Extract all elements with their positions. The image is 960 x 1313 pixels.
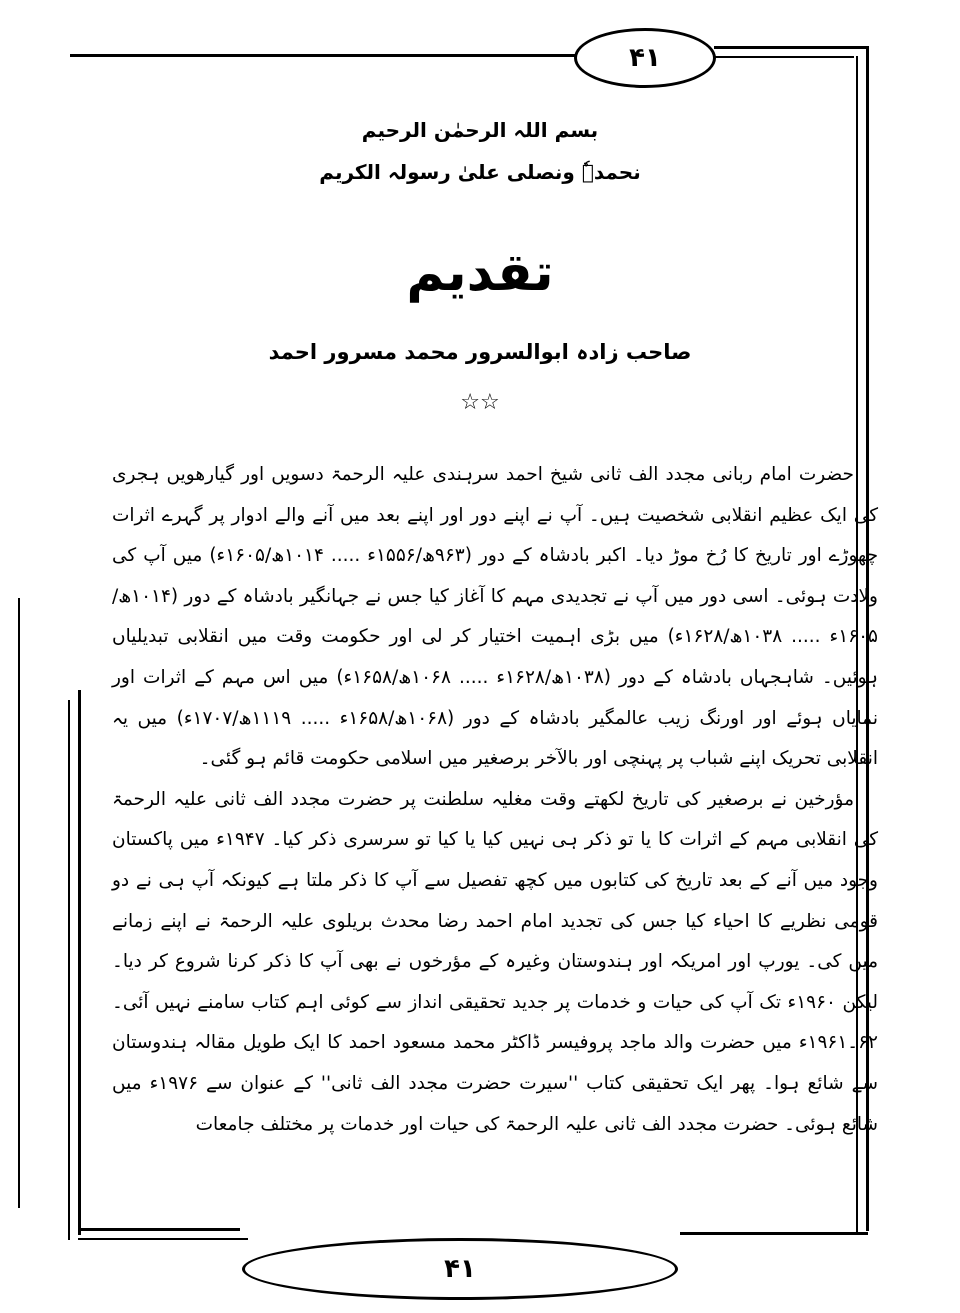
page-number-bottom — [242, 1238, 678, 1300]
page-number-top — [574, 28, 716, 88]
page-number-bottom-text: ۴۱ — [444, 1254, 476, 1284]
frame-top-right-line — [714, 46, 868, 49]
frame-left-outer-line — [68, 700, 70, 1240]
paragraph-1: حضرت امام ربانی مجدد الف ثانی شیخ احمد سرہندی علیہ الرحمۃ دسویں اور گیارھویں ہجری کی ایک عظیم انقلابی شخصیت ہیں۔ آپ نے اپنے دور اور اپنے بعد میں آنے والے ادوار پر گہرے اثرات چھوڑے اور تاریخ کا رُخ موڑ دیا۔ اکبر بادشاہ کے دور (۹۶۳ھ/۱۵۵۶ء ..... ۱۰۱۴ھ/۱۶۰۵ء) میں آپ کی ولادت ہوئی۔ اسی دور میں آپ نے تجدیدی مہم کا آغاز کیا جس نے جہانگیر بادشاہ کے دور (۱۰۱۴ھ/۱۶۰۵ء ..... ۱۰۳۸ھ/۱۶۲۸ء) میں بڑی اہمیت اختیار کر لی اور حکومت وقت میں انقلابی تبدیلیاں ہوئیں۔ شاہجہاں بادشاہ کے دور (۱۰۳۸ھ/۱۶۲۸ء ..... ۱۰۶۸ھ/۱۶۵۸ء) میں اس مہم کے اثرات اور نمایاں ہوئے اور اورنگ زیب عالمگیر بادشاہ کے دور (۱۰۶۸ھ/۱۶۵۸ء ..... ۱۱۱۹ھ/۱۷۰۷ء) میں یہ انقلابی تحریک اپنے شباب پر پہنچی اور بالآخر برصغیر میں اسلامی حکومت قائم ہو گئی۔ — [112, 464, 879, 770]
frame-bottom-right-line — [680, 1232, 868, 1235]
page-number-top-text: ۴۱ — [629, 43, 661, 73]
page-title: تقدیم — [406, 243, 554, 303]
frame-left-margin-line — [18, 598, 20, 1208]
author-name: صاحب زادہ ابوالسرور محمد مسرور احمد — [268, 340, 692, 364]
paragraph-2: مؤرخین نے برصغیر کی تاریخ لکھتے وقت مغلیہ سلطنت پر حضرت مجدد الف ثانی علیہ الرحمۃ کی انقلابی مہم کے اثرات کا یا تو ذکر ہی نہیں کیا یا کیا تو سرسری ذکر کیا۔ ۱۹۴۷ء میں پاکستان وجود میں آنے کے بعد تاریخ کی کتابوں میں کچھ تفصیل سے آپ کا ذکر ملتا ہے کیونکہ آپ ہی نے دو قومی نظریے کا احیاء کیا جس کی تجدید امام احمد رضا محدث بریلوی علیہ الرحمۃ نے اپنے زمانے میں کی۔ یورپ اور امریکہ اور ہندوستان وغیرہ کے مؤرخوں نے بھی آپ کا ذکر کرنا شروع کر دیا۔ لیکن ۱۹۶۰ء تک آپ کی حیات و خدمات پر جدید تحقیقی انداز سے کوئی اہم کتاب سامنے نہیں آئی۔ ۶۲۔۱۹۶۱ء میں حضرت والد ماجد پروفیسر ڈاکٹر محمد مسعود احمد کا ایک طویل مقالہ ہندوستان سے شائع ہوا۔ پھر ایک تحقیقی کتاب ''سیرت حضرت مجدد الف ثانی'' کے عنوان سے ۱۹۷۶ء میں شائع ہوئی۔ حضرت مجدد الف ثانی علیہ الرحمۃ کی حیات اور خدمات پر مختلف جامعات — [112, 788, 879, 1135]
body-text — [112, 455, 878, 1145]
stars-ornament: ☆☆ — [460, 390, 500, 415]
frame-top-left-line — [70, 54, 576, 57]
salutation: نحمدہٗ ونصلی علیٰ رسولہ الکریم — [319, 160, 641, 184]
bismillah: بسم اللہ الرحمٰن الرحیم — [361, 118, 599, 142]
frame-bottom-left-inner-line — [78, 1238, 248, 1240]
frame-top-right-inner-line — [714, 56, 854, 58]
frame-left-inner-line — [78, 690, 81, 1235]
frame-bottom-left-line — [78, 1228, 240, 1231]
